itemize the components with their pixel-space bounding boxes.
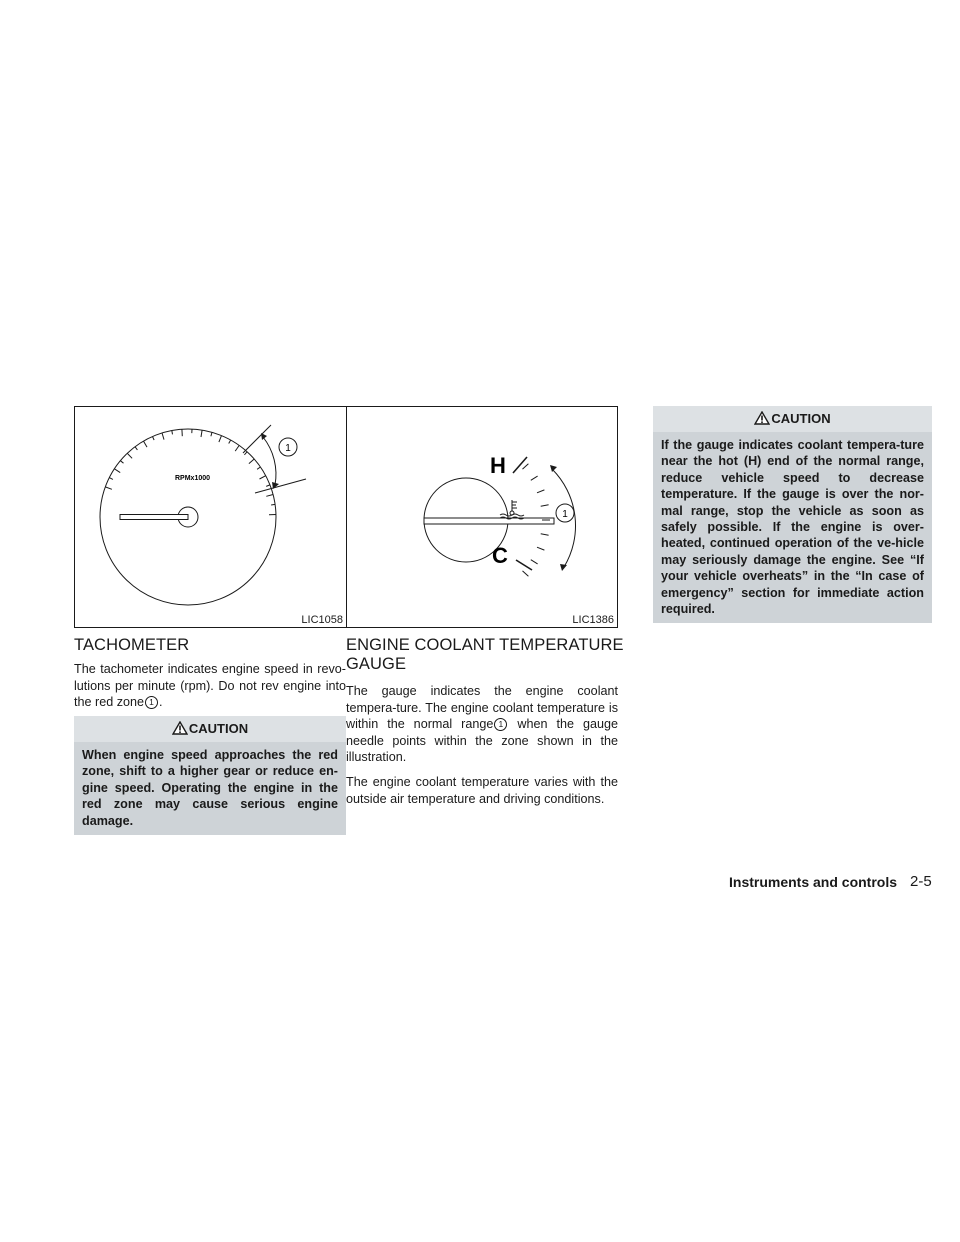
tachometer-tick <box>235 445 239 451</box>
red-zone-arrow <box>272 482 279 489</box>
gauge-tick <box>523 464 529 469</box>
red-zone-line <box>255 479 306 493</box>
tachometer-illustration <box>75 407 346 627</box>
caution-title: CAUTION <box>771 411 831 426</box>
gauge-tick <box>541 505 549 507</box>
tachometer-tick <box>114 469 120 473</box>
cold-label: C <box>492 543 508 568</box>
section-heading: ENGINE COOLANT TEMPERATURE GAUGE <box>346 636 624 673</box>
tachometer-tick <box>105 487 112 489</box>
figure-code: LIC1386 <box>572 614 614 626</box>
callout-number: 1 <box>562 509 568 520</box>
tachometer-tick <box>211 432 212 436</box>
coolant-section <box>346 636 624 807</box>
footer-section-title: Instruments and controls <box>729 874 898 890</box>
figure-code: LIC1058 <box>301 614 343 626</box>
warning-triangle-icon <box>754 411 770 428</box>
caution-header <box>74 716 346 742</box>
tachometer-tick <box>219 436 222 443</box>
coolant-paragraph <box>346 683 618 766</box>
caution-text: If the gauge indicates coolant tempera-ture near the hot (H) end of the normal range, reduce vehicle speed to decrease temperature. If the gauge is over the nor-mal range, stop the vehicle as soon as safely possible. If the engine is over-heated, continued operation of the ve-hicle may seriously damage the engine. See “If your vehicle overheats” in the “In case of emergency” section for immediate action required. <box>653 432 932 623</box>
section-heading: TACHOMETER <box>74 636 190 654</box>
coolant-gauge-illustration <box>347 407 617 627</box>
callout-ref: 1 <box>494 718 507 731</box>
tachometer-tick <box>109 478 113 480</box>
coolant-gauge-figure <box>346 406 618 628</box>
paragraph-text: The tachometer indicates engine speed in revo-lutions per minute (rpm). Do not rev engine into the red zone <box>74 662 346 710</box>
tachometer-needle <box>120 515 188 520</box>
paragraph-text: The gauge indicates the engine coolant tempera-ture. The engine coolant temperature is within the normal range <box>346 684 618 732</box>
paragraph-text: . <box>159 695 163 710</box>
tachometer-tick <box>266 495 273 497</box>
tachometer-paragraph <box>74 661 346 711</box>
tachometer-tick <box>244 452 247 455</box>
gauge-tick <box>531 476 538 480</box>
coolant-paragraph: The engine coolant temperature varies with the outside air temperature and driving conditions. <box>346 774 618 806</box>
tachometer-tick <box>120 461 123 464</box>
warning-triangle-icon <box>172 721 188 738</box>
tachometer-tick <box>127 453 132 458</box>
gauge-tick <box>541 534 549 536</box>
callout-number: 1 <box>285 443 291 454</box>
callout-ref: 1 <box>145 696 158 709</box>
tachometer-tick <box>257 467 260 469</box>
gauge-needle <box>424 518 554 524</box>
normal-range-arrow <box>560 564 567 571</box>
red-zone-arc <box>263 437 276 485</box>
coolant-temperature-icon <box>500 500 524 519</box>
tachometer-section <box>74 636 346 711</box>
gauge-tick <box>537 490 544 493</box>
caution-header <box>653 406 932 432</box>
tachometer-tick <box>135 447 137 450</box>
hot-label: H <box>490 453 506 478</box>
tachometer-tick <box>201 430 202 437</box>
coolant-caution-box <box>653 406 932 623</box>
caution-title: CAUTION <box>188 721 249 736</box>
caution-text: When engine speed approaches the red zone, shift to a higher gear or reduce en-gine speed. Operating the engine in the red zone may cause serious engine damage. <box>74 742 346 835</box>
tachometer-figure <box>74 406 347 628</box>
tachometer-tick <box>266 485 270 487</box>
gauge-tick <box>531 560 538 564</box>
tachometer-tick <box>162 433 164 440</box>
paragraph-text: when the gauge needle points within the zone shown in the illustration. <box>346 717 619 765</box>
tachometer-tick <box>172 431 173 435</box>
red-zone-line <box>243 425 271 453</box>
tachometer-tick <box>229 440 231 444</box>
tachometer-caution-box <box>74 716 346 835</box>
tachometer-dial-label: RPMx1000 <box>175 475 211 482</box>
gauge-tick <box>523 571 529 576</box>
tachometer-tick <box>144 441 148 447</box>
page-number: 2-5 <box>910 873 932 890</box>
gauge-tick-hot <box>513 457 527 473</box>
gauge-tick <box>537 547 544 550</box>
tachometer-tick <box>260 476 266 479</box>
gauge-tick-cold <box>516 560 532 570</box>
tachometer-tick <box>249 459 254 464</box>
tachometer-tick <box>271 504 275 505</box>
tachometer-ticks <box>105 429 276 515</box>
tachometer-tick <box>153 437 155 441</box>
